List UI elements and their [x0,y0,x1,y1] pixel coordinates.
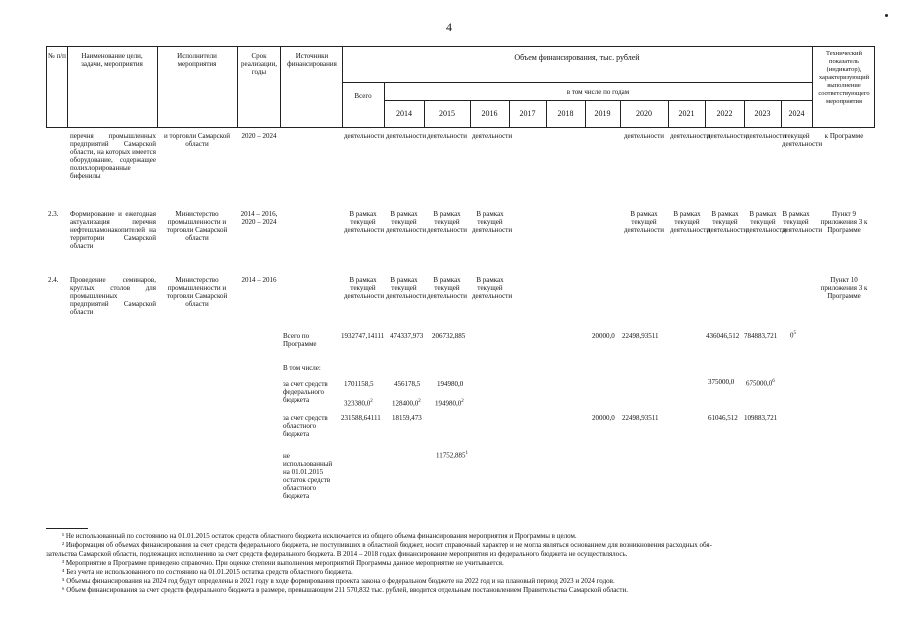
row2-2015: В рамках текущей деятельности [426,210,468,234]
unused-label: не использованный на 01.01.2015 остаток средств областного бюджета [283,452,333,500]
row1-2022: деятельности [707,132,748,140]
row2-name: Формирование и ежегодная актуализация перечня нефтешламонакопителей на территории Самарской области [70,210,156,250]
federal-2023: 375000,0 [708,378,735,386]
header-name: Наименование цели, задачи, мероприятия [81,52,143,68]
row2-num: 2.3. [48,210,59,218]
year-header-2017: 2017 [519,109,536,118]
footnote-1: ¹ Не использованный по состоянию на 01.01.2015 остаток средств областного бюджета исключается из общего объема финансирования мероприятия и Программы в целом. [62,532,577,540]
footnote-4: ⁴ Без учета не использованного по состоянию на 01.01.2015 остатка средств областного бюджета. [62,568,353,576]
regional-total: 231588,64111 [341,414,381,422]
federal-total-2: 323380,0$^2$ [344,399,373,408]
row3-total: В рамках текущей деятельности [344,276,385,300]
row1-2024: текущей деятельности [782,132,823,148]
year-header-2015: 2015 [439,109,455,118]
row3-executor: Министерство промышленности и торговли Самарской области [166,276,228,308]
header-num: № п/п [48,52,66,60]
federal-2014-2: 128400,0$^2$ [392,399,421,408]
federal-total-1: 1701158,5 [344,380,374,388]
row1-2015: деятельности [426,132,468,140]
header-financing: Объем финансирования, тыс. рублей [514,53,640,62]
footnote-5: ⁵ Объемы финансирования на 2024 год будут определены в 2021 году в ходе формирования проекта закона о федеральном бюджете на 2022 год и на плановый период 2023 и 2024 годов. [62,577,615,585]
totals-2023: 436046,512 [706,332,740,340]
row2-term: 2014 – 2016, 2020 – 2024 [240,210,278,226]
header-technical-indicator: Технический показатель (индикатор), характеризующий выполнение соответствующего мероприятия [818,50,870,105]
row3-2016: В рамках текущей деятельности [472,276,513,300]
row1-2014: деятельности [386,132,427,140]
row2-2016: В рамках текущей деятельности [472,210,513,234]
header-source: Источники финансирования [287,52,337,68]
federal-label: за счет средств федерального бюджета [283,380,328,404]
year-header-2023: 2023 [754,109,771,118]
row2-2023: В рамках текущей деятельности [746,210,787,234]
row1-technical: к Программе [824,132,864,140]
regional-2023: 61046,512 [708,414,738,422]
year-header-2016: 2016 [481,109,498,118]
row2-2024: В рамках текущей деятельности [782,210,823,234]
row1-2021: деятельности [670,132,711,140]
totals-2014: 474337,973 [390,332,424,340]
totals-2024-b: $0^5$ [790,331,796,340]
footnote-2: ² Информация об объемах финансирования за счет средств федерального бюджета, не поступивших в областной бюджет, носит справочный характер и не могла являться основанием для возникновения расходных обя- [62,541,712,549]
row3-2015: В рамках текущей деятельности [426,276,468,300]
row1-2023: деятельности [746,132,787,140]
page-number: 4 [446,20,452,34]
year-header-2019: 2019 [594,109,611,118]
row1-total: деятельности [344,132,385,140]
year-header-2018: 2018 [557,109,574,118]
regional-2020: 20000,0 [592,414,615,422]
row3-num: 2.4. [48,276,59,284]
federal-2015-2: 194980,0$^2$ [435,399,464,408]
totals-2015: 206732,885 [432,332,466,340]
header-term: Срок реализации, годы [241,52,277,76]
year-header-2014: 2014 [396,109,412,118]
header-total: Всего [354,92,372,100]
row2-2014: В рамках текущей деятельности [386,210,427,234]
regional-2024: 109883,721 [744,414,778,422]
row3-technical: Пункт 10 приложения 3 к Программе [820,276,868,300]
footnote-separator [46,528,88,529]
year-header-2020: 2020 [636,109,652,118]
totals-total: 1932747,14111 [341,332,385,340]
totals-2020: 20000,0 [592,332,615,340]
row2-technical: Пункт 9 приложения 3 к Программе [820,210,868,234]
totals-label: Всего по Программе [283,332,317,348]
row1-term: 2020 – 2024 [241,132,277,140]
row2-2022: В рамках текущей деятельности [707,210,748,234]
year-header-2022: 2022 [716,109,733,118]
federal-2014-1: 456178,5 [394,380,421,388]
federal-2024: 675000,0$^6$ [746,379,775,388]
page-mark [885,14,888,17]
row3-term: 2014 – 2016 [241,276,277,284]
footnote-3: ³ Мероприятие в Программе приведено справочно. При оценке степени выполнения мероприятий Программы данное мероприятие не учитывается. [62,559,504,567]
unused-2015: 11752,885$^1$ [436,451,468,460]
row2-executor: Министерство промышленности и торговли Самарской области [166,210,228,242]
row3-name: Проведение семинаров, круглых столов для промышленных предприятий Самарской области [70,276,156,316]
footnote-6: ⁶ Объем финансирования за счет средств федерального бюджета в размере, превышающем 211 570,832 тыс. рублей, вводится отдельным постановлением Правительства Самарской области. [62,586,628,594]
regional-2021: 22498,93511 [622,414,659,422]
including-label: В том числе: [283,364,321,372]
row1-2016: деятельности [472,132,513,140]
year-header-2024: 2024 [788,109,805,118]
row1-2020: деятельности [623,132,665,140]
header-executors: Исполнители мероприятия [177,52,217,68]
row3-2014: В рамках текущей деятельности [386,276,427,300]
row2-total: В рамках текущей деятельности [344,210,385,234]
row2-2021: В рамках текущей деятельности [670,210,711,234]
footnote-2-cont: зательства Самарской области, подлежащих исполнению за счет средств федерального бюджета. В 2014 – 2018 годах финансирование мероприятия из федерального бюджета не осуществлялось. [46,550,628,558]
totals-2021: 22498,93511 [622,332,659,340]
federal-2015-1: 194980,0 [437,380,464,388]
year-header-2021: 2021 [678,109,695,118]
row1-executor: и торговли Самарской области [163,132,231,148]
row1-name: перечня промышленных предприятий Самарской области, на которых имеется оборудование, содержащее полихлорированные бифенилы [70,132,156,180]
totals-2024-a: 784883,721 [744,332,778,340]
regional-2014: 18159,473 [392,414,422,422]
row2-2020: В рамках текущей деятельности [623,210,665,234]
header-by-year: в том числе по годам [566,88,630,96]
regional-label: за счет средств областного бюджета [283,414,328,438]
